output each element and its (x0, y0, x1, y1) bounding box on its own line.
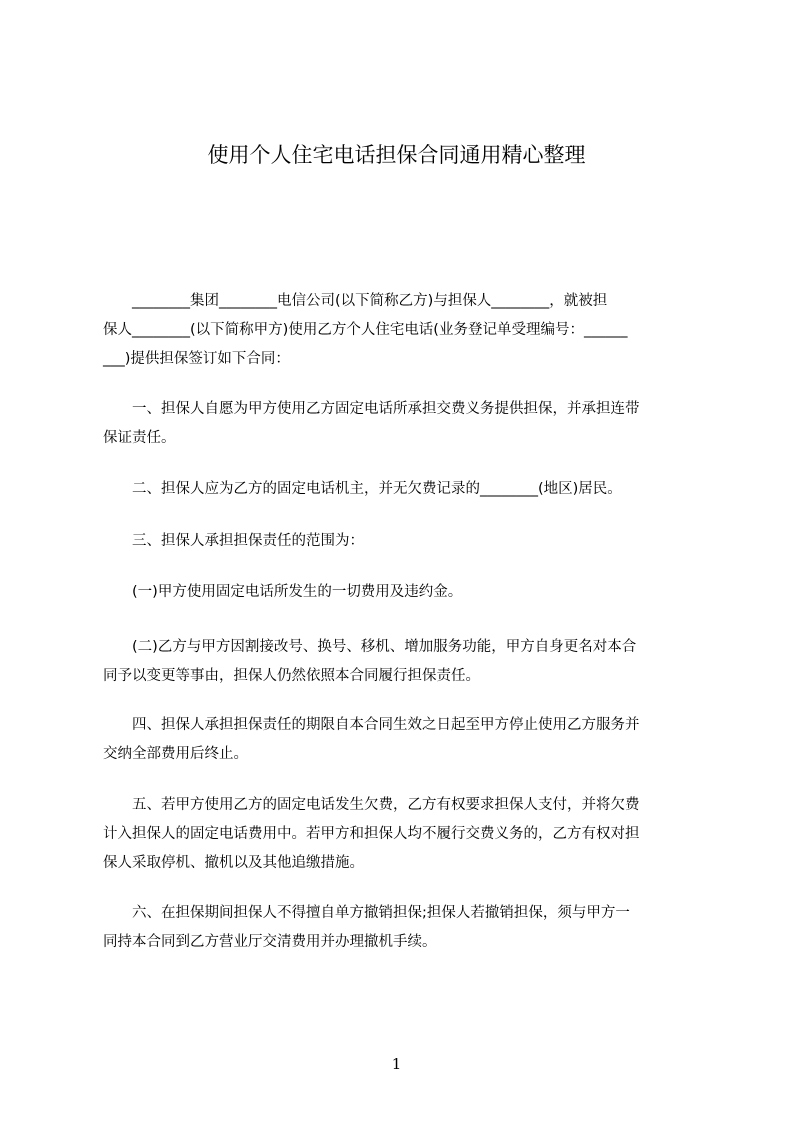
paragraph-clause-2 (103, 475, 703, 504)
paragraph-line: 保人________(以下简称甲方)使用乙方个人住宅电话(业务登记单受理编号：______ (103, 322, 628, 338)
paragraph-line: 六、在担保期间担保人不得擅自单方撤销担保;担保人若撤销担保，须与甲方一 (103, 905, 630, 921)
paragraph-clause-4 (103, 711, 703, 769)
paragraph-line: 二、担保人应为乙方的固定电话机主，并无欠费记录的________(地区)居民。 (103, 481, 622, 497)
paragraph-line: 五、若甲方使用乙方的固定电话发生欠费，乙方有权要求担保人支付，并将欠费 (103, 797, 640, 813)
paragraph-line: (二)乙方与甲方因割接改号、换号、移机、增加服务功能，甲方自身更名对本合 (103, 639, 637, 655)
paragraph-clause-6 (103, 899, 703, 957)
paragraph-line: 交纳全部费用后终止。 (103, 746, 248, 762)
paragraph-line: 同持本合同到乙方营业厅交清费用并办理撤机手续。 (103, 934, 437, 950)
paragraph-clause-3-2 (103, 633, 703, 691)
paragraph-line: ___)提供担保签订如下合同： (103, 351, 290, 367)
paragraph-line: 保证责任。 (103, 430, 176, 446)
paragraph-intro (103, 287, 703, 374)
paragraph-clause-5 (103, 791, 703, 878)
paragraph-line: 同予以变更等事由，担保人仍然依照本合同履行担保责任。 (103, 668, 480, 684)
paragraph-line: 四、担保人承担担保责任的期限自本合同生效之日起至甲方停止使用乙方服务并 (103, 717, 640, 733)
paragraph-clause-3-1 (103, 578, 703, 607)
paragraph-line: 计入担保人的固定电话费用中。若甲方和担保人均不履行交费义务的，乙方有权对担 (103, 826, 640, 842)
paragraph-line: 三、担保人承担担保责任的范围为： (103, 533, 364, 549)
paragraph-line: (一)甲方使用固定电话所发生的一切费用及违约金。 (103, 584, 463, 600)
paragraph-line: 一、担保人自愿为甲方使用乙方固定电话所承担交费义务提供担保，并承担连带 (103, 401, 640, 417)
paragraph-line: 保人采取停机、撤机以及其他追缴措施。 (103, 855, 364, 871)
paragraph-clause-3 (103, 527, 703, 556)
paragraph-line: ________集团________电信公司(以下简称乙方)与担保人________，就被担 (103, 293, 608, 309)
document-title: 使用个人住宅电话担保合同通用精心整理 (207, 143, 586, 167)
page-number: 1 (391, 1055, 402, 1073)
paragraph-clause-1 (103, 395, 703, 453)
